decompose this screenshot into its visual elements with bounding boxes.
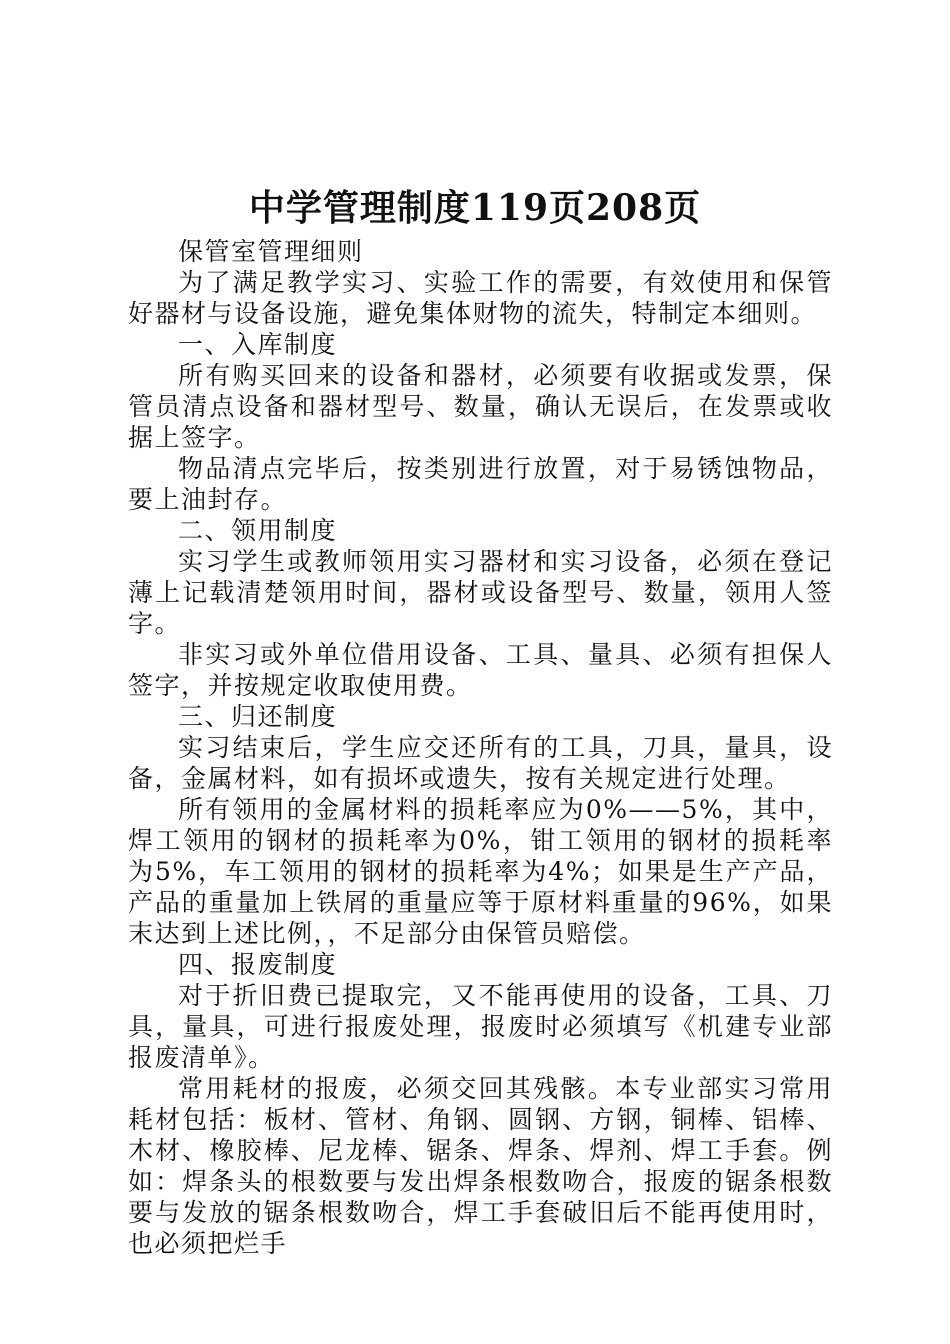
paragraph: 常用耗材的报废，必须交回其残骸。本专业部实习常用耗材包括：板材、管材、角钢、圆钢、方钢，铜棒、铝棒、木材、橡胶棒、尼龙棒、锯条、焊条、焊剂、焊工手套。例如：焊条头的根数要与发出焊条根数吻合，报废的锯条根数要与发放的锯条根数吻合，焊工手套破旧后不能再使用时，也必须把烂手 bbox=[128, 1074, 833, 1258]
document-title: 中学管理制度119页208页 bbox=[248, 187, 702, 229]
section-heading-storage: 一、入库制度 bbox=[178, 330, 338, 359]
section-heading-borrowing: 二、领用制度 bbox=[178, 516, 338, 545]
paragraph-heading-main: 保管室管理细则 bbox=[178, 237, 364, 266]
paragraph: 实习结束后，学生应交还所有的工具，刀具，量具，设备，金属材料，如有损坏或遗失，按有关规定进行处理。 bbox=[128, 733, 833, 793]
paragraph: 实习学生或教师领用实习器材和实习设备，必须在登记薄上记载清楚领用时间，器材或设备型号、数量，领用人签字。 bbox=[128, 547, 833, 638]
section-heading-return: 三、归还制度 bbox=[178, 702, 338, 731]
section-heading-scrapping: 四、报废制度 bbox=[178, 950, 338, 979]
paragraph: 物品清点完毕后，按类别进行放置，对于易锈蚀物品，要上油封存。 bbox=[128, 454, 833, 514]
paragraph: 所有领用的金属材料的损耗率应为0%——5%，其中，焊工领用的钢材的损耗率为0%，钳工领用的钢材的损耗率为5%，车工领用的钢材的损耗率为4%；如果是生产产品，产品的重量加上铁屑的重量应等于原材料重量的96%，如果末达到上述比例，，不足部分由保管员赔偿。 bbox=[128, 795, 833, 948]
paragraph: 非实习或外单位借用设备、工具、量具、必须有担保人签字，并按规定收取使用费。 bbox=[128, 640, 833, 700]
paragraph: 所有购买回来的设备和器材，必须要有收据或发票，保管员清点设备和器材型号、数量，确认无误后，在发票或收据上签字。 bbox=[128, 361, 833, 452]
paragraph: 对于折旧费已提取完，又不能再使用的设备，工具、刀具，量具，可进行报废处理，报废时必须填写《机建专业部报废清单》。 bbox=[128, 981, 833, 1072]
paragraph-intro: 为了满足教学实习、实验工作的需要，有效使用和保管好器材与设备设施，避免集体财物的流失，特制定本细则。 bbox=[128, 268, 833, 328]
document-body bbox=[128, 236, 833, 1259]
